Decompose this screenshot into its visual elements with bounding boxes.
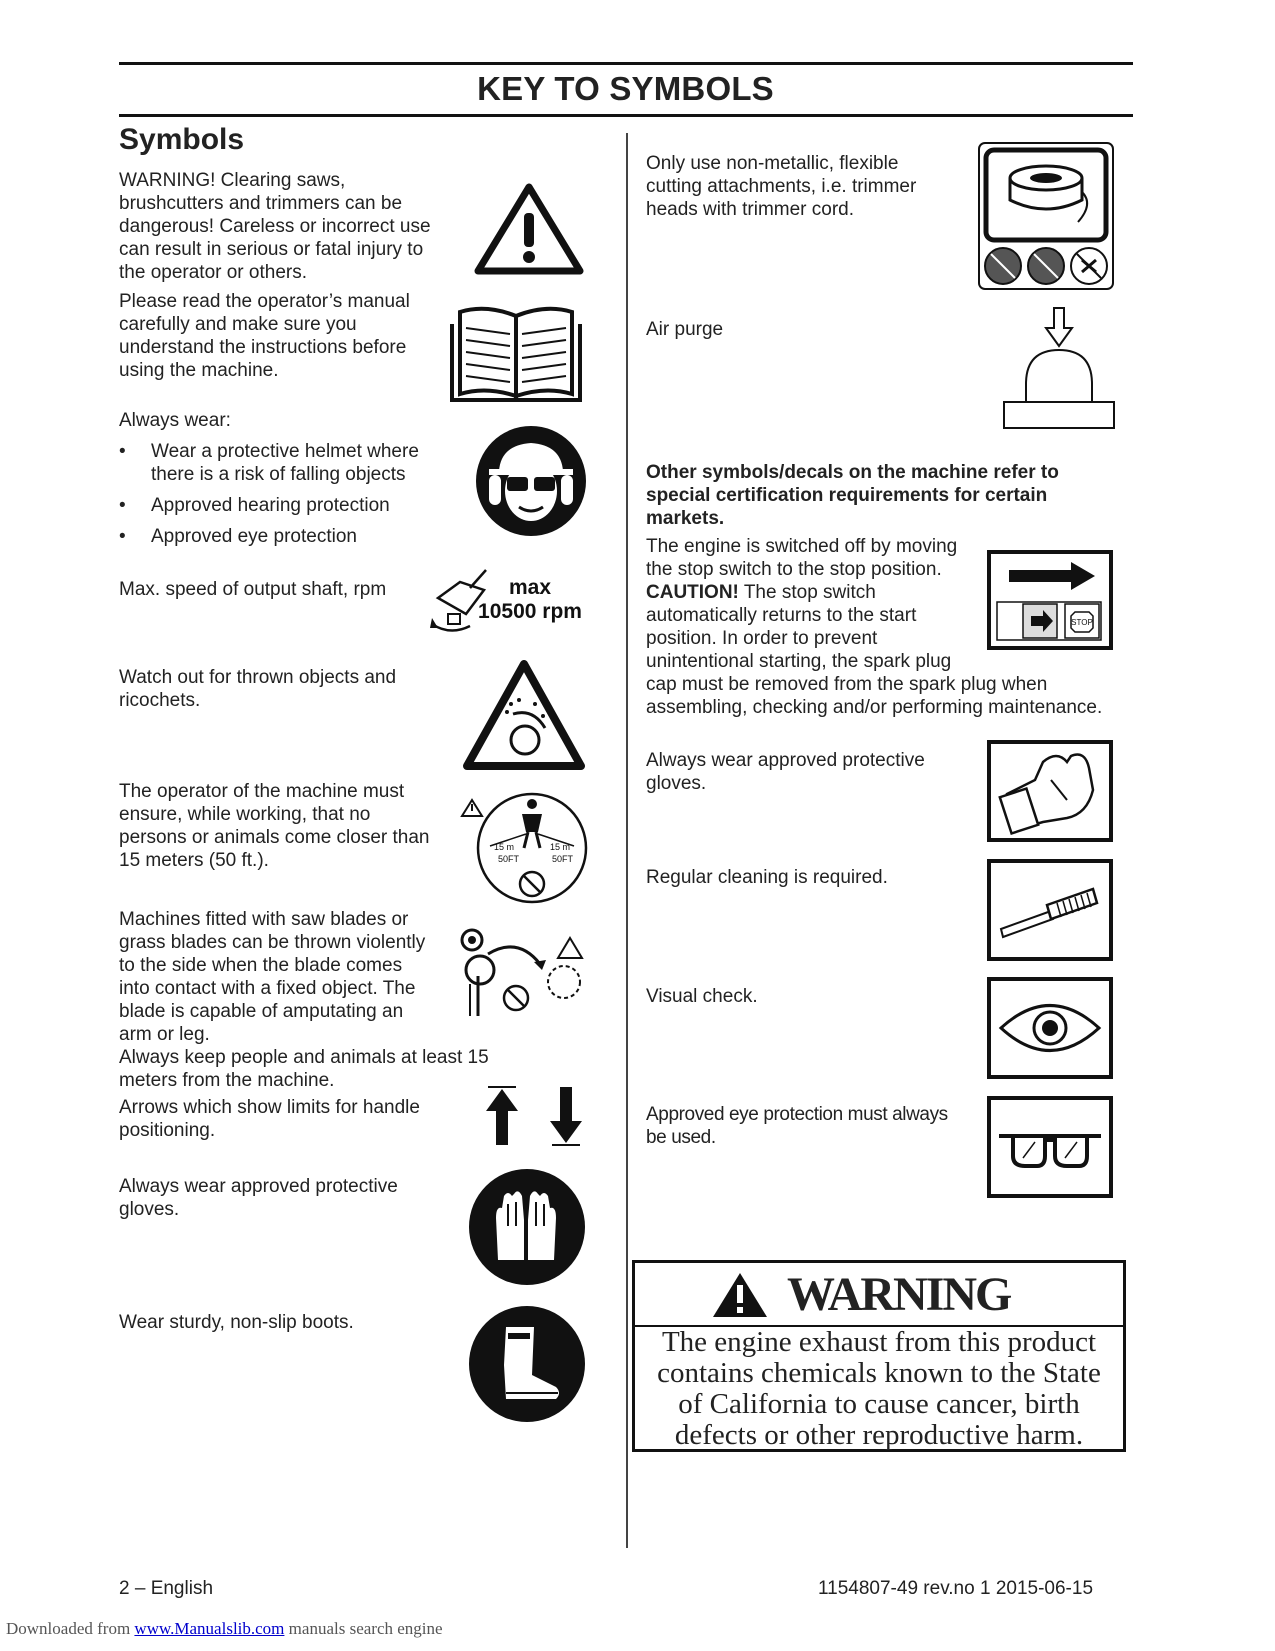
caution-label: CAUTION! (646, 582, 739, 603)
max-speed-icon (430, 568, 590, 638)
handle-arrows-text: Arrows which show limits for handle positioning. (119, 1097, 420, 1141)
blade-thrust-icon (458, 926, 588, 1018)
engine-off-text-a: The engine is switched off by moving the stop switch to the stop position. (646, 536, 958, 580)
thrown-objects-warning-icon (463, 660, 585, 772)
title-underline (119, 114, 1133, 117)
warning-triangle-icon (474, 183, 584, 275)
engine-off-text-cont: cap must be removed from the spark plug when assembling, checking and/or performing maintenance. (646, 674, 1103, 718)
gloves-text-left: Always wear approved protective gloves. (119, 1176, 398, 1220)
thrown-objects-text: Watch out for thrown objects and ricochets. (119, 667, 397, 711)
handle-limit-arrows-icon (484, 1085, 584, 1147)
list-item: • Approved hearing protection (119, 494, 439, 517)
gloves-decal-icon (987, 740, 1113, 842)
download-note (6, 1619, 443, 1639)
distance-ft-right: 50FT (552, 854, 574, 864)
document-number: 1154807-49 rev.no 1 2015-06-15 (818, 1578, 1094, 1599)
engine-off-text-b: The stop switch automatically returns to the start position. In order to prevent unintentional starting, the spark plug (646, 582, 952, 672)
engine-off-text (646, 535, 968, 673)
warning-heading: WARNING (787, 1268, 1011, 1321)
visual-check-text: Visual check. (646, 986, 758, 1007)
download-prefix: Downloaded from (6, 1619, 135, 1638)
safety-glasses-icon (987, 1096, 1113, 1198)
warning-line: The engine exhaust from this product (661, 1326, 1097, 1358)
air-purge-text: Air purge (646, 319, 724, 340)
download-suffix: manuals search engine (284, 1619, 443, 1638)
distance-ft-left: 50FT (498, 854, 520, 864)
list-item: • Wear a protective helmet where there is a risk of falling objects (119, 440, 439, 486)
warning-line: defects or other reproductive harm. (674, 1419, 1084, 1451)
boots-text: Wear sturdy, non-slip boots. (119, 1312, 354, 1333)
trimmer-head-only-icon (978, 142, 1114, 290)
eye-protection-text: Approved eye protection must always be used. (646, 1104, 948, 1148)
non-metallic-text: Only use non-metallic, flexible cutting attachments, i.e. trimmer heads with trimmer cord. (646, 153, 917, 220)
warning-line: of California to cause cancer, birth (678, 1388, 1080, 1420)
list-item: • Approved eye protection (119, 525, 439, 548)
top-rule (119, 62, 1133, 65)
ppe-list (119, 440, 439, 556)
max-speed-text: Max. speed of output shaft, rpm (119, 579, 387, 600)
manualslib-link[interactable]: www.Manualslib.com (134, 1619, 285, 1638)
safety-distance-icon (460, 792, 590, 904)
stop-switch-icon (987, 550, 1113, 650)
warning-line: contains chemicals known to the State (657, 1357, 1101, 1389)
distance-m-right: 15 m (550, 842, 571, 852)
air-purge-icon (1002, 306, 1116, 436)
warning-text: WARNING! Clearing saws, brushcutters and trimmers can be dangerous! Careless or incorrect use can result in serious or fatal injury to the operator or others. (119, 170, 431, 283)
distance-text: The operator of the machine must ensure, while working, that no persons or animals come closer than 15 meters (50 ft.). (119, 781, 430, 871)
section-heading: Symbols (119, 123, 245, 156)
warning-body (635, 1327, 1123, 1451)
blades-text-cont: Always keep people and animals at least 15 meters from the machine. (119, 1047, 489, 1091)
prop65-warning-box (632, 1260, 1126, 1452)
cleaning-brush-icon (987, 859, 1113, 961)
warning-triangle-icon (711, 1271, 769, 1319)
helmet-ear-eye-protection-icon (475, 425, 587, 537)
eye-visual-check-icon (987, 977, 1113, 1079)
warning-header (635, 1263, 1123, 1327)
page-title: KEY TO SYMBOLS (477, 70, 774, 107)
manual-book-icon (446, 304, 586, 404)
always-wear-label: Always wear: (119, 410, 231, 431)
distance-m-left: 15 m (494, 842, 515, 852)
cleaning-text: Regular cleaning is required. (646, 867, 888, 888)
page-number: 2 – English (119, 1578, 214, 1599)
max-label: max (508, 576, 552, 599)
stop-label: STOP (1071, 618, 1093, 627)
blades-text: Machines fitted with saw blades or grass blades can be thrown violently to the side when the blade comes into contact with a fixed object. The blade is capable of amputating an arm or leg. (119, 909, 426, 1045)
protective-boots-icon (468, 1305, 586, 1423)
column-divider (626, 133, 628, 1548)
protective-gloves-icon (468, 1168, 586, 1286)
gloves-text-right: Always wear approved protective gloves. (646, 750, 925, 794)
other-symbols-heading: Other symbols/decals on the machine refer to special certification requirements for certain markets. (646, 462, 1059, 529)
manual-text: Please read the operator’s manual carefully and make sure you understand the instructions before using the machine. (119, 291, 410, 381)
rpm-label: 10500 rpm (478, 600, 582, 623)
